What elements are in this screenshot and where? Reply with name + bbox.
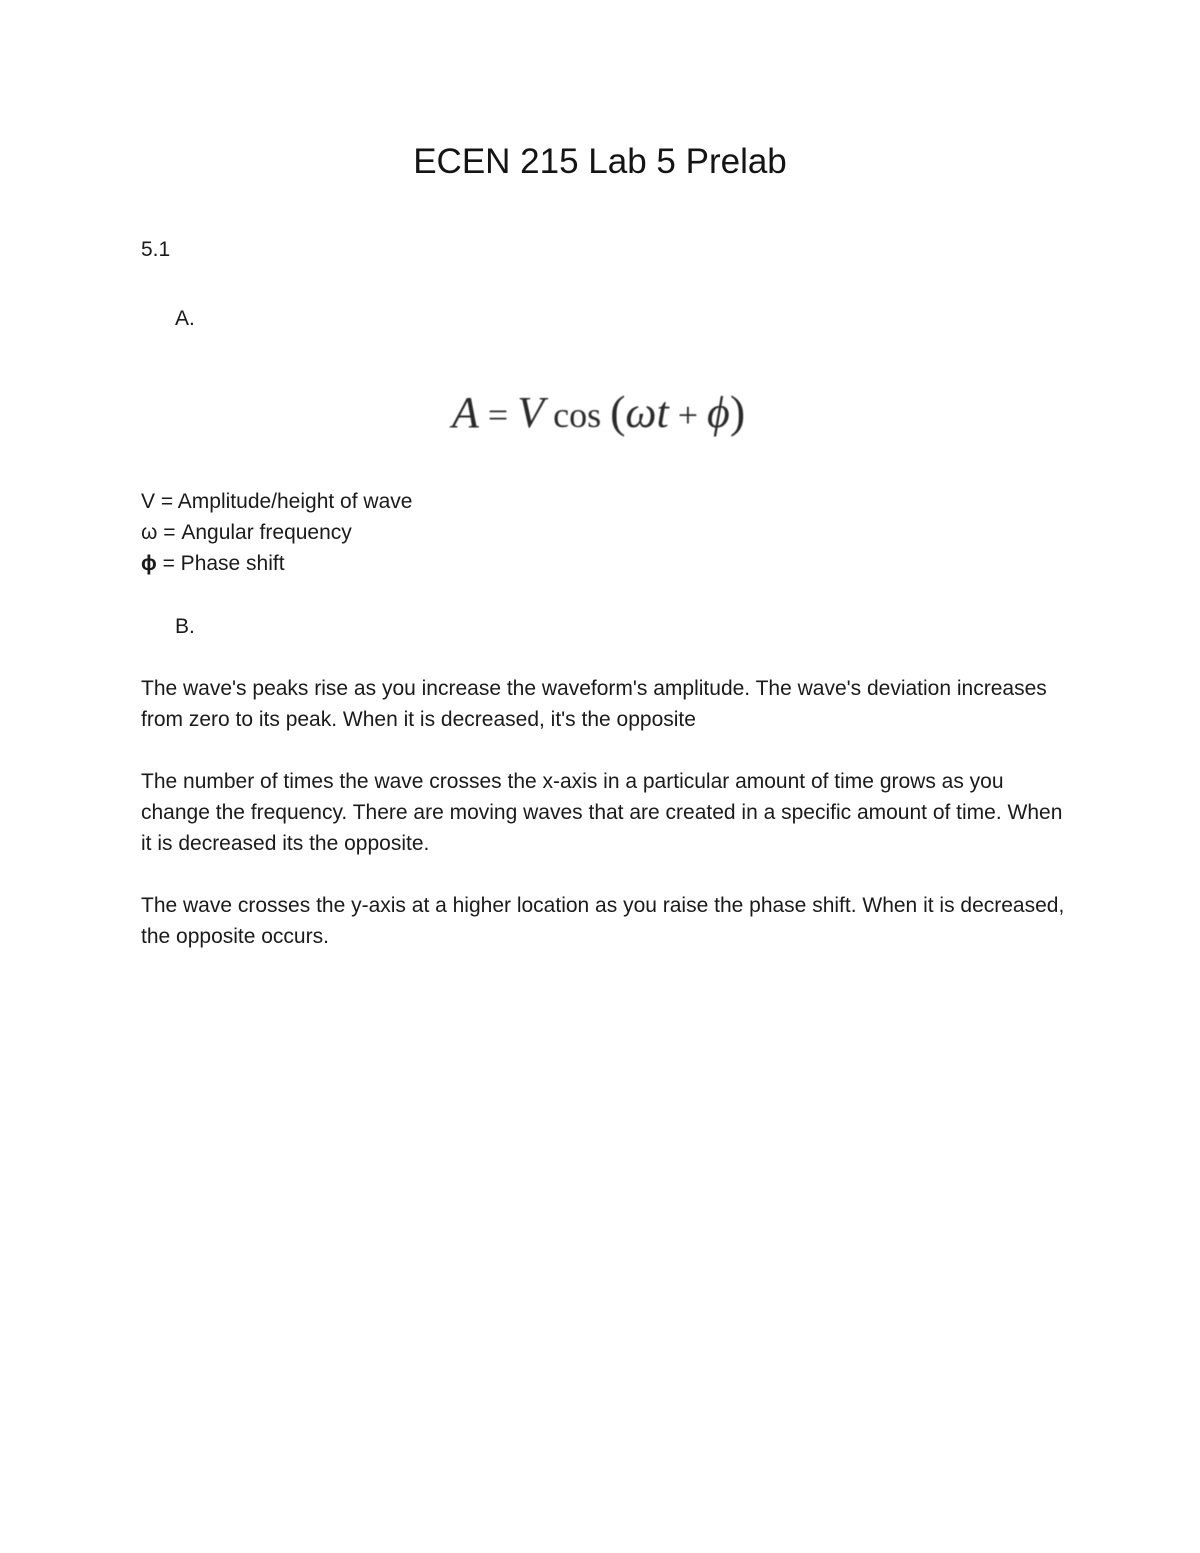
variable-definitions — [141, 486, 412, 579]
equation-omega-t: ωt — [625, 388, 669, 437]
equation-plus: + — [677, 395, 699, 435]
equation-function: cos — [553, 395, 602, 435]
equation-close-paren: ) — [729, 386, 746, 437]
part-b-label: B. — [175, 615, 195, 638]
paragraph-amplitude: The wave's peaks rise as you increase the waveform's amplitude. The wave's deviation increases from zero to its peak. When it is decreased, it's the opposite — [141, 677, 1047, 731]
equation-lhs: A — [452, 388, 479, 437]
section-number: 5.1 — [141, 238, 171, 261]
equation-coefficient: V — [517, 388, 545, 437]
paragraph-frequency: The number of times the wave crosses the x-axis in a particular amount of time grows as you change the frequency. There are moving waves that are created in a specific amount of time. When it is decreased its the opposite. — [141, 770, 1063, 855]
answer-paragraphs — [141, 673, 1071, 983]
equation-phi: ϕ — [707, 388, 730, 437]
equation-equals: = — [487, 395, 509, 435]
page-title: ECEN 215 Lab 5 Prelab — [413, 142, 787, 181]
definition-amplitude: V = Amplitude/height of wave — [141, 490, 413, 513]
cosine-equation-image — [452, 384, 746, 444]
definition-phase-shift: ϕ = Phase shift — [141, 552, 285, 575]
part-a-label: A. — [175, 307, 195, 330]
definition-angular-frequency: ω = Angular frequency — [141, 521, 352, 544]
paragraph-phase-shift: The wave crosses the y-axis at a higher location as you raise the phase shift. When it is decreased, the opposite occurs. — [141, 894, 1065, 948]
equation-open-paren: ( — [610, 386, 626, 437]
